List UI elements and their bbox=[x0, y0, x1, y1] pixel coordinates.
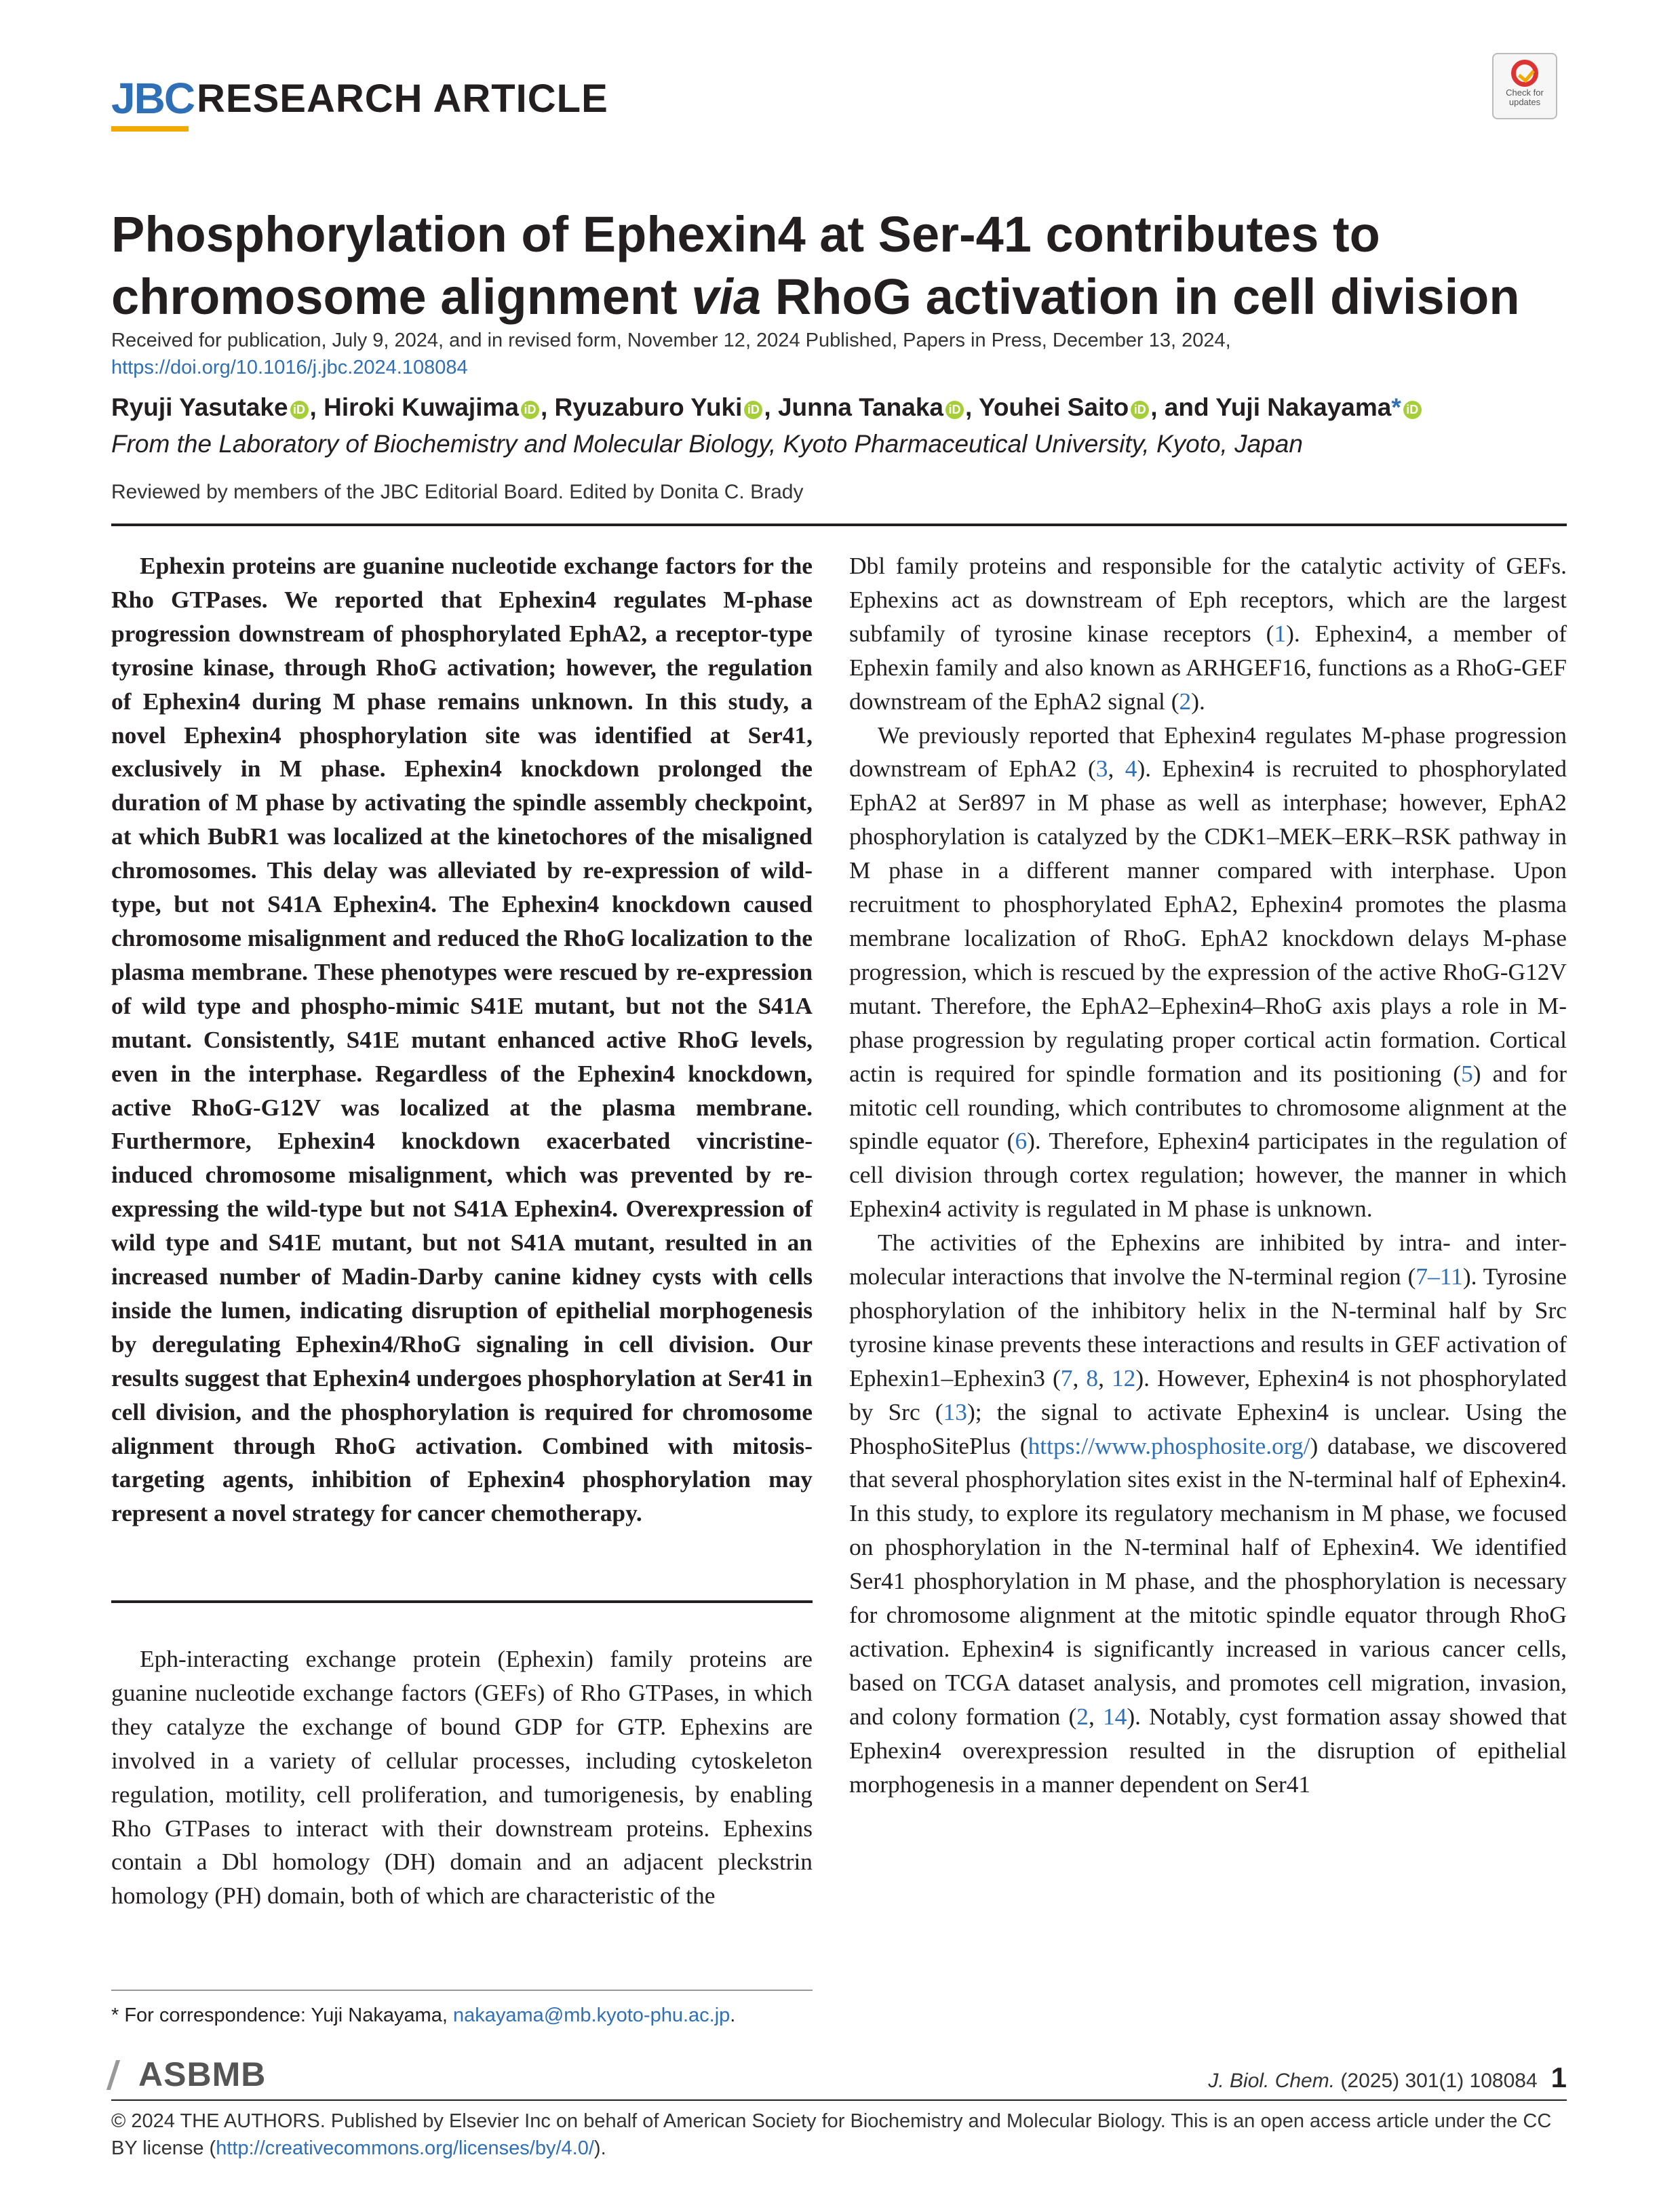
reference-link[interactable]: 2 bbox=[1179, 687, 1192, 715]
orcid-icon[interactable]: iD bbox=[290, 401, 309, 419]
reference-link[interactable]: 13 bbox=[943, 1398, 967, 1425]
author[interactable]: Junna Tanaka bbox=[777, 393, 943, 421]
doi-link[interactable]: https://doi.org/10.1016/j.jbc.2024.108084 bbox=[111, 357, 468, 378]
orcid-icon[interactable]: iD bbox=[744, 401, 762, 419]
abstract: Ephexin proteins are guanine nucleotide exchange factors for the Rho GTPases. We reported that Ephexin4 regulates M-phase progression downstream of phosphorylated EphA2, a receptor-type tyrosine kinase, through RhoG activation; however, the regulation of Ephexin4 during M phase remains unknown. In this study, a novel Ephexin4 phosphorylation site was identified at Ser41, exclusively in M phase. Ephexin4 knockdown prolonged the duration of M phase by activating the spindle assembly checkpoint, at which BubR1 was localized at the kinetochores of the misaligned chromosomes. This delay was alleviated by re-expression of wild-type, but not S41A Ephexin4. The Ephexin4 knockdown caused chromosome misalignment and reduced the RhoG localization to the plasma membrane. These phenotypes were rescued by re-expression of wild type and phospho-mimic S41E mutant, but not the S41A mutant. Consistently, S41E mutant enhanced active RhoG levels, even in the interphase. Regardless of the Ephexin4 knockdown, active RhoG-G12V was localized at the plasma membrane. Furthermore, Ephexin4 knockdown exacerbated vincristine-induced chromosome misalignment, which was prevented by re-expressing the wild-type but not S41A Ephexin4. Overexpression of wild type and S41E mutant, but not S41A mutant, resulted in an increased number of Madin-Darby canine kidney cysts with cells inside the lumen, indicating disruption of epithelial morphogenesis by deregulating Ephexin4/RhoG signaling in cell division. Our results suggest that Ephexin4 undergoes phosphorylation at Ser41 in cell division, and the phosphorylation is required for chromosome alignment through RhoG activation. Combined with mitosis-targeting agents, inhibition of Ephexin4 phosphorylation may represent a novel strategy for cancer chemotherapy. bbox=[111, 552, 813, 1527]
text: ). Therefore, Ephexin4 participates in the regulation of cell division through cortex regulation; however, the manner in which Ephexin4 activity is regulated in M phase is unknown. bbox=[849, 1127, 1567, 1223]
text: ) and for mitotic cell rounding, which contributes to chromosome alignment at the spindle equator ( bbox=[849, 1059, 1567, 1155]
license-link[interactable]: http://creativecommons.org/licenses/by/4.0/ bbox=[216, 2137, 594, 2159]
paragraph bbox=[849, 719, 1567, 1227]
reference-link[interactable]: 3 bbox=[1095, 755, 1108, 783]
reference-link[interactable]: 8 bbox=[1086, 1364, 1099, 1391]
author-sep: , bbox=[964, 393, 979, 421]
footnote-label: * For correspondence: Yuji Nakayama, bbox=[111, 2004, 454, 2026]
logo-underline bbox=[111, 126, 189, 132]
editorial-note: Reviewed by members of the JBC Editorial Board. Edited by Donita C. Brady bbox=[111, 481, 804, 503]
divider bbox=[111, 1600, 813, 1603]
license-text: © 2024 THE AUTHORS. Published by Elsevier Inc on behalf of American Society for Biochemistry and Molecular Biology. This is an open access article under the CC BY license ( bbox=[111, 2110, 1552, 2159]
text: , bbox=[1108, 755, 1125, 783]
license-text-end: ). bbox=[593, 2137, 606, 2159]
correspondence-footnote bbox=[111, 2002, 735, 2029]
orcid-icon[interactable]: iD bbox=[1131, 401, 1149, 419]
publisher-logo bbox=[111, 2055, 266, 2094]
author[interactable]: Youhei Saito bbox=[978, 393, 1129, 421]
text: ) database, we discovered that several phosphorylation sites exist in the N-terminal half of Ephexin4. In this study, to explore its regulatory mechanism in M phase, we focused on phosphorylation in the N-terminal half of Ephexin4. We identified Ser41 phosphorylation in M phase, and the phosphorylation is necessary for chromosome alignment at the mitotic spindle equator through RhoG activation. Ephexin4 is significantly increased in various cancer cells, based on TCGA dataset analysis, and promotes cell migration, invasion, and colony formation ( bbox=[849, 1431, 1567, 1730]
author[interactable]: Ryuji Yasutake bbox=[111, 393, 288, 421]
text: , bbox=[1088, 1702, 1103, 1730]
reference-link[interactable]: 6 bbox=[1015, 1127, 1028, 1155]
footnote-end: . bbox=[730, 2004, 736, 2026]
paragraph bbox=[849, 1226, 1567, 1801]
reference-link[interactable]: 7–11 bbox=[1416, 1263, 1463, 1290]
text: We previously reported that Ephexin4 regulates M-phase progression downstream of EphA2 ( bbox=[849, 721, 1567, 783]
author-sep: , bbox=[540, 393, 555, 421]
text: ). bbox=[1191, 687, 1205, 715]
text: , bbox=[1072, 1364, 1087, 1391]
paragraph bbox=[849, 549, 1567, 719]
affiliation: From the Laboratory of Biochemistry and Molecular Biology, Kyoto Pharmaceutical University, Kyoto, Japan bbox=[111, 430, 1303, 458]
corresponding-mark[interactable]: * bbox=[1391, 393, 1401, 421]
orcid-icon[interactable]: iD bbox=[945, 401, 964, 419]
introduction-paragraph: Eph-interacting exchange protein (Ephexin) family proteins are guanine nucleotide exchange factors (GEFs) of Rho GTPases, in which they catalyze the exchange of bound GDP for GTP. Ephexins are involved in a variety of cellular processes, including cytoskeleton regulation, motility, cell proliferation, and tumorigenesis, by enabling Rho GTPases to interact with their downstream proteins. Ephexins contain a Dbl homology (DH) domain and an adjacent pleckstrin homology (PH) domain, both of which are characteristic of the bbox=[111, 1645, 813, 1910]
reference-link[interactable]: 1 bbox=[1274, 619, 1287, 647]
reference-link[interactable]: 7 bbox=[1060, 1364, 1073, 1391]
citation bbox=[1208, 2061, 1567, 2095]
title-part: chromosome alignment bbox=[111, 269, 692, 325]
author-sep: , bbox=[309, 393, 324, 421]
title-line-1: Phosphorylation of Ephexin4 at Ser-41 contributes to bbox=[111, 206, 1380, 262]
received-dates: Received for publication, July 9, 2024, and in revised form, November 12, 2024 Published, Papers in Press, December 13, 2024, bbox=[111, 330, 1231, 351]
publisher-name: ASBMB bbox=[138, 2055, 267, 2093]
license-notice bbox=[111, 2108, 1567, 2162]
reference-link[interactable]: 2 bbox=[1076, 1702, 1089, 1730]
title-part: RhoG activation in cell division bbox=[761, 269, 1520, 325]
text: ). Ephexin4, a member of Ephexin family and also known as ARHGEF16, functions as a RhoG-GEF downstream of the EphA2 signal ( bbox=[849, 619, 1567, 715]
text: ). However, Ephexin4 is not phosphorylated by Src ( bbox=[849, 1364, 1567, 1425]
journal-logo[interactable]: JBC bbox=[111, 74, 195, 123]
check-updates-line1: Check for bbox=[1506, 87, 1544, 98]
journal-name: J. Biol. Chem. bbox=[1208, 2070, 1335, 2092]
external-link[interactable]: https://www.phosphosite.org/ bbox=[1028, 1431, 1310, 1459]
email-link[interactable]: nakayama@mb.kyoto-phu.ac.jp bbox=[453, 2004, 730, 2026]
author-sep: , bbox=[764, 393, 778, 421]
article-title bbox=[111, 203, 1569, 328]
text: ). Ephexin4 is recruited to phosphorylated EphA2 at Ser897 in M phase as well as interphase; however, EphA2 phosphorylation is catalyzed by the CDK1–MEK–ERK–RSK pathway in M phase in a different manner compared with interphase. Upon recruitment to phosphorylated EphA2, Ephexin4 promotes the plasma membrane localization of RhoG. EphA2 knockdown delays M-phase progression, which is rescued by the expression of the active RhoG-G12V mutant. Therefore, the EphA2–Ephexin4–RhoG axis plays a role in M-phase progression by regulating proper cortical actin formation. Cortical actin is required for spindle formation and its positioning ( bbox=[849, 755, 1567, 1087]
title-line-2 bbox=[111, 266, 1569, 328]
check-updates-icon bbox=[1511, 60, 1538, 87]
title-via: via bbox=[691, 269, 762, 325]
asbmb-mark-icon bbox=[106, 2060, 139, 2090]
reference-link[interactable]: 12 bbox=[1111, 1364, 1136, 1391]
reference-link[interactable]: 4 bbox=[1125, 755, 1137, 783]
volume-info: (2025) 301(1) 108084 bbox=[1335, 2070, 1538, 2092]
publication-history bbox=[111, 327, 1569, 381]
divider bbox=[111, 524, 1567, 526]
check-for-updates-button[interactable] bbox=[1492, 53, 1557, 119]
author-list bbox=[111, 392, 1569, 423]
orcid-icon[interactable]: iD bbox=[1403, 401, 1422, 419]
text: Dbl family proteins and responsible for the catalytic activity of GEFs. Ephexins act as downstream of Eph receptors, which are the largest subfamily of tyrosine kinase receptors ( bbox=[849, 552, 1567, 647]
text: ). Notably, cyst formation assay showed that Ephexin4 overexpression resulted in the disruption of epithelial morphogenesis in a manner dependent on Ser41 bbox=[849, 1702, 1567, 1798]
check-updates-line2: updates bbox=[1508, 97, 1541, 107]
orcid-icon[interactable]: iD bbox=[521, 401, 539, 419]
article-type-label: RESEARCH ARTICLE bbox=[197, 77, 608, 121]
author[interactable]: Ryuzaburo Yuki bbox=[554, 393, 743, 421]
reference-link[interactable]: 14 bbox=[1102, 1702, 1127, 1730]
author-sep: , and bbox=[1150, 393, 1216, 421]
author[interactable]: Hiroki Kuwajima bbox=[324, 393, 519, 421]
reference-link[interactable]: 5 bbox=[1461, 1059, 1473, 1087]
text: , bbox=[1098, 1364, 1112, 1391]
footer-divider bbox=[111, 2099, 1567, 2101]
text: ). Tyrosine phosphorylation of the inhibitory helix in the N-terminal half by Src tyrosine kinase prevents these interactions and results in GEF activation of Ephexin1–Ephexin3 ( bbox=[849, 1263, 1567, 1391]
page-number: 1 bbox=[1550, 2061, 1567, 2093]
author[interactable]: Yuji Nakayama bbox=[1215, 393, 1392, 421]
text: ); the signal to activate Ephexin4 is unclear. Using the PhosphoSitePlus ( bbox=[849, 1398, 1567, 1459]
footnote-divider bbox=[111, 1990, 813, 1991]
text: The activities of the Ephexins are inhibited by intra- and inter-molecular interactions that involve the N-terminal region ( bbox=[849, 1229, 1567, 1290]
right-column bbox=[849, 549, 1567, 1802]
